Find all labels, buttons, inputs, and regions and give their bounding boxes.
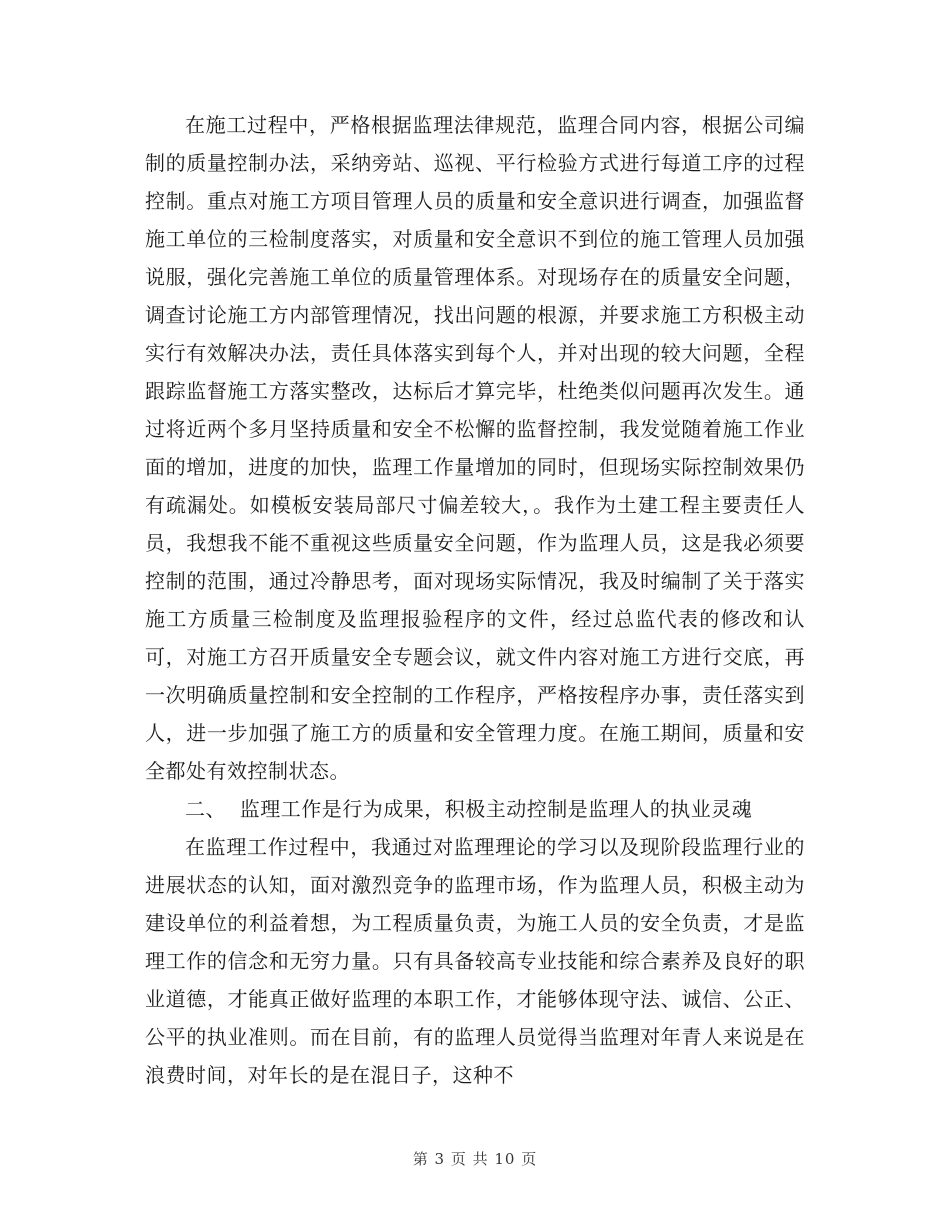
section-heading-two: 二、 监理工作是行为成果，积极主动控制是监理人的执业灵魂: [185, 797, 753, 821]
document-body: [145, 106, 805, 1094]
paragraph-construction-control: 在施工过程中，严格根据监理法律规范，监理合同内容，根据公司编制的质量控制办法，采纳旁站、巡视、平行检验方式进行每道工序的过程控制。重点对施工方项目管理人员的质量和安全意识进行调查，加强监督施工单位的三检制度落实，对质量和安全意识不到位的施工管理人员加强说服，强化完善施工单位的质量管理体系。对现场存在的质量安全问题，调查讨论施工方内部管理情况，找出问题的根源，并要求施工方积极主动实行有效解决办法，责任具体落实到每个人，并对出现的较大问题，全程跟踪监督施工方落实整改，达标后才算完毕，杜绝类似问题再次发生。通过将近两个多月坚持质量和安全不松懈的监督控制，我发觉随着施工作业面的增加，进度的加快，监理工作量增加的同时，但现场实际控制效果仍有疏漏处。如模板安装局部尺寸偏差较大，。我作为土建工程主要责任人员，我想我不能不重视这些质量安全问题，作为监理人员，这是我必须要控制的范围，通过冷静思考，面对现场实际情况，我及时编制了关于落实施工方质量三检制度及监理报验程序的文件，经过总监代表的修改和认可，对施工方召开质量安全专题会议，就文件内容对施工方进行交底，再一次明确质量控制和安全控制的工作程序，严格按程序办事，责任落实到人，进一步加强了施工方的质量和安全管理力度。在施工期间，质量和安全都处有效控制状态。: [145, 113, 805, 783]
paragraph-supervision-work: 在监理工作过程中，我通过对监理理论的学习以及现阶段监理行业的进展状态的认知，面对激烈竞争的监理市场，作为监理人员，积极主动为建设单位的利益着想，为工程质量负责，为施工人员的安全负责，才是监理工作的信念和无穷力量。只有具备较高专业技能和综合素养及良好的职业道德，才能真正做好监理的本职工作，才能够体现守法、诚信、公正、公平的执业准则。而在目前，有的监理人员觉得当监理对年青人来说是在浪费时间，对年长的是在混日子，这种不: [145, 835, 805, 1087]
page-number-footer: 第 3 页 共 10 页: [412, 1150, 538, 1168]
